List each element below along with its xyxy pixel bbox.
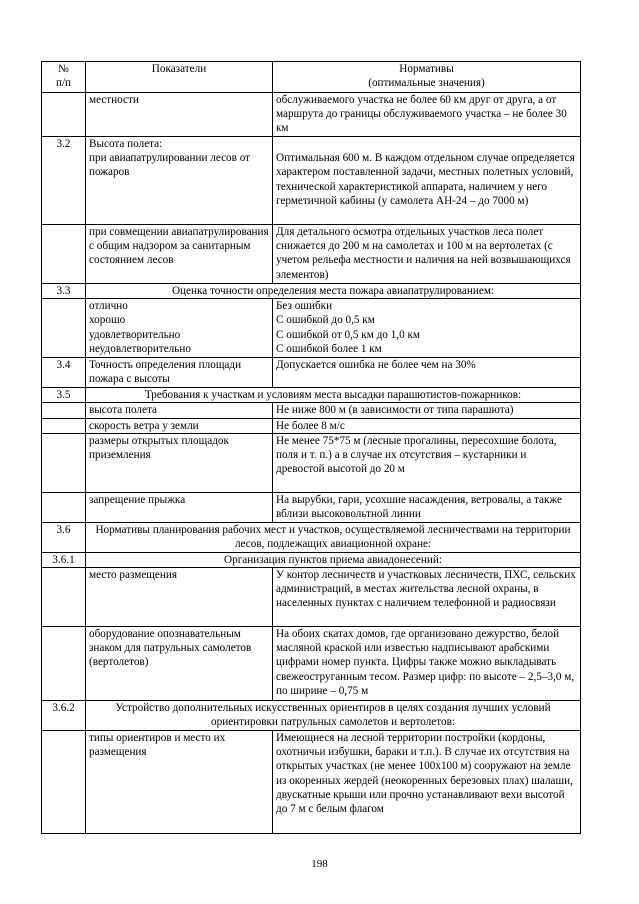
table-header-row [42, 62, 581, 93]
row-norm: Оптимальная 600 м. В каждом отдельном случае определяется характером поставленной задачи, местных полетных условий, технической характеристикой аппарата, наличием у него герметичной кабины (у самолета АН-24 – до 7000 м) [273, 137, 581, 225]
row-norm: Без ошибки С ошибкой до 0,5 км С ошибкой от 0,5 км до 1,0 км С ошибкой более 1 км [273, 299, 581, 358]
table-row [42, 299, 581, 358]
table-row [42, 388, 581, 403]
row-indicator: размеры открытых площадок приземления [86, 433, 273, 492]
table-row [42, 225, 581, 284]
row-num [42, 93, 86, 137]
row-indicator: типы ориентиров и место их размещения [86, 731, 273, 834]
header-norm: Нормативы (оптимальные значения) [273, 62, 581, 93]
row-num [42, 568, 86, 627]
row-num [42, 225, 86, 284]
row-num [42, 492, 86, 522]
row-indicator: высота полета [86, 403, 273, 418]
row-norm: Допускается ошибка не более чем на 30% [273, 358, 581, 388]
row-num [42, 299, 86, 358]
row-norm: обслуживаемого участка не более 60 км друг от друга, а от маршрута до границы обслуживаемого участка – не более 30 км [273, 93, 581, 137]
row-indicator: местности [86, 93, 273, 137]
row-num: 3.5 [42, 388, 86, 403]
header-indicator: Показатели [86, 62, 273, 93]
row-indicator: Высота полета: при авиапатрулировании лесов от пожаров [86, 137, 273, 225]
row-num [42, 403, 86, 418]
table-row [42, 568, 581, 627]
table-row [42, 358, 581, 388]
row-norm: У контор лесничеств и участковых лесничеств, ПХС, сельских администраций, в местах жительства лесной охраны, в населенных пунктах с наличием телефонной и радиосвязи [273, 568, 581, 627]
row-norm: Не более 8 м/с [273, 418, 581, 433]
table-row [42, 731, 581, 834]
row-indicator: скорость ветра у земли [86, 418, 273, 433]
row-num [42, 627, 86, 701]
row-norm: Имеющиеся на лесной территории постройки (кордоны, охотничьи избушки, бараки и т.п.). В случае их отсутствия на открытых участках (не менее 100х100 м) сооружают на земле из окоренных жердей (неокоренных березовых плах) шалаши, двускатные крыши или прочно устанавливают вехи высотой до 7 м с белым флагом [273, 731, 581, 834]
norms-table [41, 61, 581, 834]
table-row [42, 522, 581, 552]
table-row [42, 403, 581, 418]
row-norm: На вырубки, гари, усохшие насаждения, ветровалы, а также вблизи высоковольтной линии [273, 492, 581, 522]
row-indicator: оборудование опознавательным знаком для патрульных самолетов (вертолетов) [86, 627, 273, 701]
table-row [42, 93, 581, 137]
table-row [42, 492, 581, 522]
row-norm: Не менее 75*75 м (лесные прогалины, пересохшие болота, поля и т. п.) а в случае их отсутствия – кустарники и древостой высотой до 20 м [273, 433, 581, 492]
table-row [42, 552, 581, 567]
row-num: 3.4 [42, 358, 86, 388]
row-num: 3.3 [42, 284, 86, 299]
row-num: 3.6 [42, 522, 86, 552]
header-num: № п/п [42, 62, 86, 93]
row-num [42, 433, 86, 492]
table-row [42, 137, 581, 225]
row-indicator: запрещение прыжка [86, 492, 273, 522]
table-row [42, 701, 581, 731]
row-indicator: Точность определения площади пожара с высоты [86, 358, 273, 388]
section-heading: Оценка точности определения места пожара авиапатрулированием: [86, 284, 581, 299]
row-norm: На обоих скатах домов, где организовано дежурство, белой масляной краской или известью надписывают арабскими цифрами номер пункта. Цифры также можно выкладывать свежеоструганным тесом. Размер цифр: по высоте – 2,5–3,0 м, по ширине – 0,75 м [273, 627, 581, 701]
row-num: 3.6.2 [42, 701, 86, 731]
section-heading: Устройство дополнительных искусственных ориентиров в целях создания лучших условий ориентировки патрульных самолетов и вертолетов: [86, 701, 581, 731]
section-heading: Нормативы планирования рабочих мест и участков, осуществляемой лесничествами на территории лесов, подлежащих авиационной охране: [86, 522, 581, 552]
section-heading: Организация пунктов приема авиадонесений: [86, 552, 581, 567]
table-row [42, 418, 581, 433]
row-norm: Для детального осмотра отдельных участков леса полет снижается до 200 м на самолетах и 100 м на вертолетах (с учетом рельефа местности и наличия на ней возвышающихся элементов) [273, 225, 581, 284]
row-indicator: отлично хорошо удовлетворительно неудовлетворительно [86, 299, 273, 358]
table-row [42, 627, 581, 701]
row-indicator: место размещения [86, 568, 273, 627]
row-indicator: при совмещении авиапатрулирования с общим надзором за санитарным состоянием лесов [86, 225, 273, 284]
row-num: 3.6.1 [42, 552, 86, 567]
row-norm: Не ниже 800 м (в зависимости от типа парашюта) [273, 403, 581, 418]
row-num: 3.2 [42, 137, 86, 225]
section-heading: Требования к участкам и условиям места высадки парашютистов-пожарников: [86, 388, 581, 403]
table-row [42, 284, 581, 299]
table-row [42, 433, 581, 492]
row-num [42, 418, 86, 433]
row-num [42, 731, 86, 834]
page-number: 198 [311, 858, 328, 870]
